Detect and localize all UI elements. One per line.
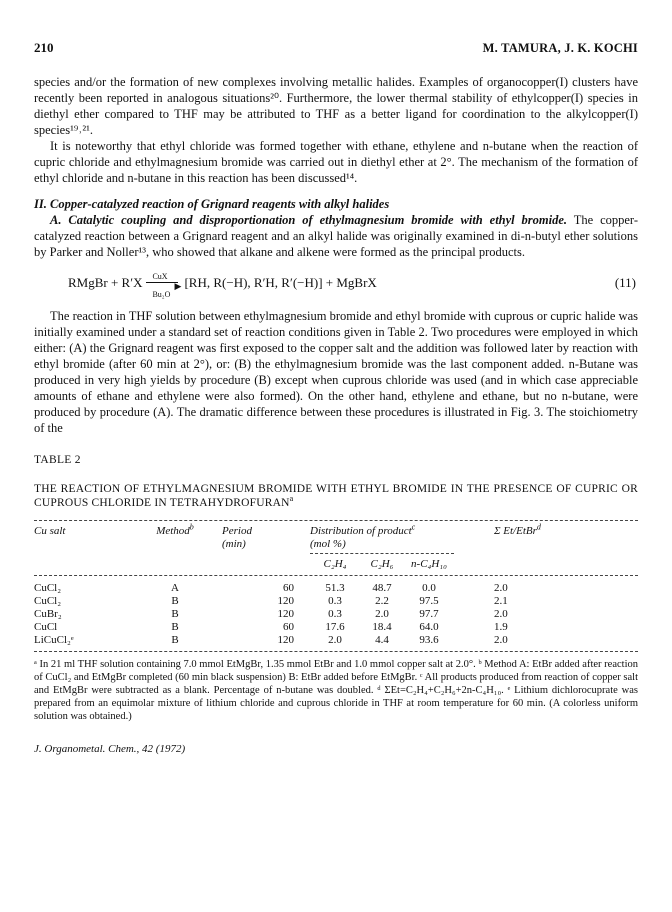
equation-catalyst: CuX — [152, 272, 168, 281]
running-header — [34, 40, 638, 56]
subsection-title: A. Catalytic coupling and disproportionation of ethylmagnesium bromide with ethyl bromide. — [50, 213, 568, 227]
paragraph-2: It is noteworthy that ethyl chloride was formed together with ethane, ethylene and n-butane when the reaction of cupric chloride and ethylmagnesium bromide was carried out in diethyl ether at 2°. The mechanism of the formation of ethyl chloride and n-butane in this reaction has been discussed¹⁴. — [34, 139, 638, 185]
table-subheader-row — [34, 554, 638, 575]
equation-11 — [68, 270, 638, 299]
table-row: CuCl B 60 17.6 18.4 64.0 1.9 — [34, 621, 508, 633]
header-method: Method$^b$ — [156, 522, 194, 537]
table-label: TABLE 2 — [34, 454, 81, 466]
header-sum: Σ Et/EtBr$^d$ — [494, 522, 541, 537]
header-distribution: Distribution of product$^c$ (mol %) — [310, 522, 416, 550]
header-c2h6: C₂H₆ — [370, 558, 394, 570]
table-header-row — [34, 521, 638, 553]
table-row: CuCl₂ B 120 0.3 2.2 97.5 2.1 — [34, 595, 508, 607]
paragraph-3: The copper-catalyzed reaction between a Grignard reagent and an alkyl halide was originally examined in di-n-butyl ether solutions by Parker and Noller¹³, who showed that alkane and alkene were formed as the principal products. — [34, 213, 638, 259]
equation-lhs: RMgBr + R′X — [68, 275, 143, 290]
equation-number: (11) — [614, 275, 636, 290]
table-row: CuCl₂ A 60 51.3 48.7 0.0 2.0 — [34, 582, 508, 594]
header-period: Period (min) — [222, 525, 252, 550]
reaction-arrow — [146, 270, 182, 299]
table-row: CuBr₂ B 120 0.3 2.0 97.7 2.0 — [34, 608, 508, 620]
journal-page — [34, 40, 638, 757]
table-title: THE REACTION OF ETHYLMAGNESIUM BROMIDE WITH ETHYL BROMIDE IN THE PRESENCE OF CUPRIC OR CUPROUS CHLORIDE IN TETRAHYDROFURAN$^a$ — [34, 483, 638, 509]
equation-rhs: [RH, R(−H), R′H, R′(−H)] + MgBrX — [184, 275, 377, 290]
paragraph-1: species and/or the formation of new complexes involving metallic halides. Examples of organocopper(I) clusters have recently been reported in analogous situations²⁰. Furthermore, the lower thermal stability of ethylcopper(I) species in diethyl ether compared to THF may be attributed to THF as a better ligand for coordination to the alkylcopper(I) species¹⁹˒²¹. — [34, 75, 638, 137]
subsection-paragraph — [34, 212, 638, 260]
data-table — [34, 520, 638, 652]
header-cu-salt: Cu salt — [34, 525, 66, 537]
header-c4h10: n-C₄H₁₀ — [411, 558, 447, 570]
paragraph-4: The reaction in THF solution between ethylmagnesium bromide and ethyl bromide with cuprous or cupric halide was initially examined under a standard set of reaction conditions given in Table 2. Two procedures were employed in which either: (A) the Grignard reagent was first exposed to the copper salt and the addition was followed later by reaction with ethyl bromide (after 60 min at 2°), or: (B) the ethylmagnesium bromide was the last component added. n-Butane was produced in very high yields by procedure (B) except when cuprous chloride was used (and in which case appreciable amounts of ethane and ethylene were also formed). On the other hand, ethylene and ethane, but no n-butane, were produced by procedure (A). The dramatic difference between these procedures is illustrated in Fig. 3. The stoichiometry of the — [34, 309, 638, 435]
running-authors: M. TAMURA, J. K. KOCHI — [482, 41, 638, 55]
header-c2h4: C₂H₄ — [323, 558, 347, 570]
section-title: II. Copper-catalyzed reaction of Grignard reagents with alkyl halides — [34, 197, 390, 211]
table-footnotes: ᵃ In 21 ml THF solution containing 7.0 mmol EtMgBr, 1.35 mmol EtBr and 1.0 mmol copper salt at 2.0°. ᵇ Method A: EtBr added after reaction of CuCl₂ and EtMgBr completed (60 min black suspension) B: EtBr added before EtMgBr. ᶜ All products produced from reaction of copper salt and EtMgBr were subtracted as a blank. Percentage of n-butane was doubled. ᵈ ΣEt=C₂H₄+C₂H₆+2n-C₄H₁₀. ᵉ Lithium dichlorocuprate was prepared from an equimolar mixture of lithium chloride and cuprous chloride in THF at room temperature for 60 min. (A colorless uniform solution was obtained.) — [34, 659, 638, 722]
page-number: 210 — [34, 40, 54, 55]
arrow-head-icon: ▶ — [174, 281, 182, 291]
journal-footer: J. Organometal. Chem., 42 (1972) — [34, 743, 186, 755]
equation-solvent: Bu₂O — [152, 290, 171, 299]
table-row: LiCuCl₂ᵉ B 120 2.0 4.4 93.6 2.0 — [34, 634, 508, 646]
